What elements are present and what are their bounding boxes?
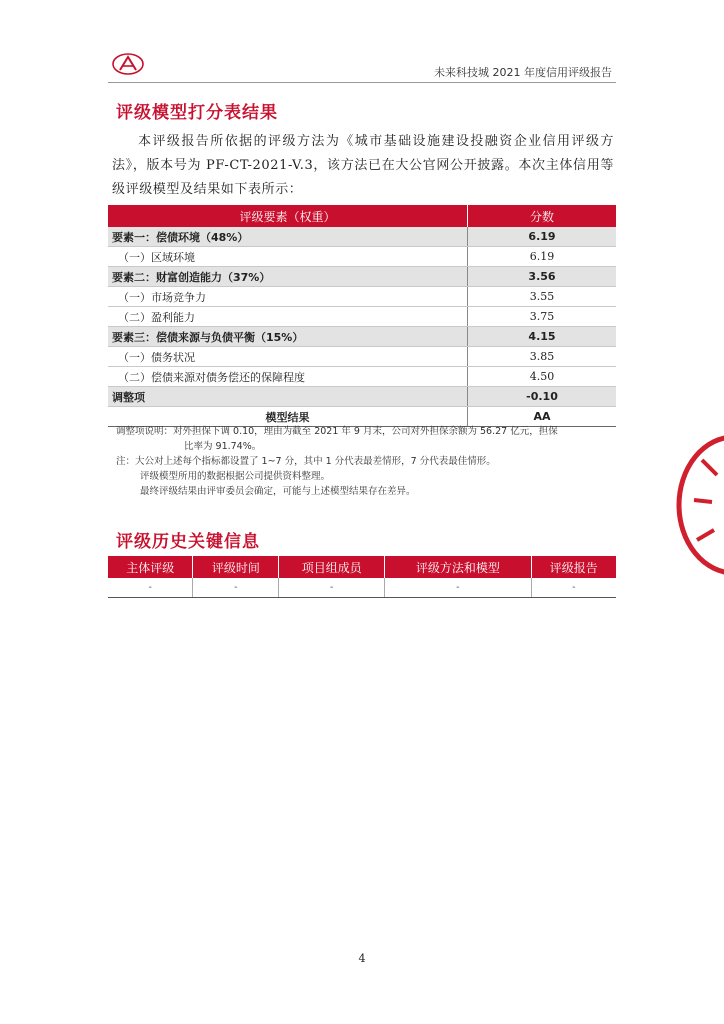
official-seal-stamp bbox=[672, 430, 724, 580]
header-rating-date: 评级时间 bbox=[193, 556, 279, 578]
factor-label: （二）盈利能力 bbox=[108, 307, 468, 327]
factor-label: 要素二：财富创造能力（37%） bbox=[108, 267, 468, 287]
factor-label: 要素三：偿债来源与负债平衡（15%） bbox=[108, 327, 468, 347]
company-logo bbox=[112, 53, 144, 75]
factor-score: 6.19 bbox=[468, 247, 617, 267]
intro-paragraph: 本评级报告所依据的评级方法为《城市基础设施建设投融资企业信用评级方法》，版本号为 PF-CT-2021-V.3，该方法已在大公官网公开披露。本次主体信用等级评级模型及结果如下表所示： bbox=[112, 134, 614, 197]
table-row bbox=[108, 327, 616, 347]
factor-label: （一）市场竞争力 bbox=[108, 287, 468, 307]
cell-team-members: - bbox=[279, 578, 385, 598]
rating-history-table bbox=[108, 556, 616, 598]
note-adjustment: 调整项说明：对外担保下调 0.10，理由为截至 2021 年 9 月末，公司对外担保余额为 56.27 亿元，担保 bbox=[116, 426, 558, 437]
header-rating-report: 评级报告 bbox=[531, 556, 616, 578]
factor-score: 4.50 bbox=[468, 367, 617, 387]
factor-score: 3.75 bbox=[468, 307, 617, 327]
table-row bbox=[108, 347, 616, 367]
section-title-rating-history: 评级历史关键信息 bbox=[116, 532, 260, 552]
header-team-members: 项目组成员 bbox=[279, 556, 385, 578]
table-row bbox=[108, 287, 616, 307]
note-scale: 注：大公对上述每个指标都设置了 1~7 分，其中 1 分代表最差情形，7 分代表最佳情形。 bbox=[116, 456, 496, 467]
table-row bbox=[108, 227, 616, 247]
note-adjustment-cont: 比率为 91.74%。 bbox=[184, 441, 262, 452]
factor-score: 3.55 bbox=[468, 287, 617, 307]
table-row bbox=[108, 307, 616, 327]
factor-label: 要素一：偿债环境（48%） bbox=[108, 227, 468, 247]
factor-label: 模型结果 bbox=[108, 407, 468, 427]
table-row bbox=[108, 578, 616, 598]
adjustment-row bbox=[108, 387, 616, 407]
table-row bbox=[108, 267, 616, 287]
header-score: 分数 bbox=[468, 205, 617, 227]
factor-score: 4.15 bbox=[468, 327, 617, 347]
note-final-result: 最终评级结果由评审委员会确定，可能与上述模型结果存在差异。 bbox=[140, 486, 416, 497]
section-title-model-results: 评级模型打分表结果 bbox=[116, 103, 278, 123]
cell-method-model: - bbox=[385, 578, 531, 598]
table-notes bbox=[116, 424, 616, 499]
factor-score: 6.19 bbox=[468, 227, 617, 247]
factor-score: 3.85 bbox=[468, 347, 617, 367]
page-number: 4 bbox=[358, 952, 366, 965]
factor-score: -0.10 bbox=[468, 387, 617, 407]
model-score-table bbox=[108, 205, 616, 427]
table-header-row bbox=[108, 205, 616, 227]
note-data-source: 评级模型所用的数据根据公司提供资料整理。 bbox=[140, 471, 331, 482]
factor-label: （二）偿债来源对债务偿还的保障程度 bbox=[108, 367, 468, 387]
cell-rating-date: - bbox=[193, 578, 279, 598]
header-entity-rating: 主体评级 bbox=[108, 556, 193, 578]
factor-label: （一）债务状况 bbox=[108, 347, 468, 367]
table-row bbox=[108, 247, 616, 267]
cell-entity-rating: - bbox=[108, 578, 193, 598]
header-factor: 评级要素（权重） bbox=[108, 205, 468, 227]
factor-label: 调整项 bbox=[108, 387, 468, 407]
factor-score: 3.56 bbox=[468, 267, 617, 287]
table-row bbox=[108, 367, 616, 387]
factor-label: （一）区域环境 bbox=[108, 247, 468, 267]
table-header-row bbox=[108, 556, 616, 578]
cell-rating-report: - bbox=[531, 578, 616, 598]
report-header-title: 未来科技城 2021 年度信用评级报告 bbox=[434, 66, 612, 79]
header-method-model: 评级方法和模型 bbox=[385, 556, 531, 578]
header-divider bbox=[108, 82, 616, 83]
factor-score: AA bbox=[468, 407, 617, 427]
